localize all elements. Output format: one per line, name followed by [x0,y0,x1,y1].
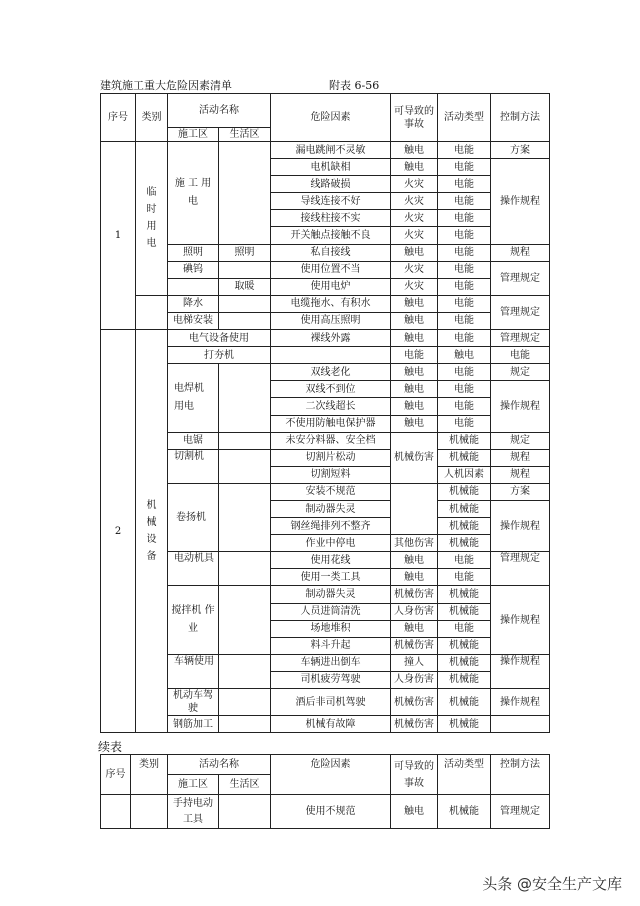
hazard-cell [271,347,391,364]
accident-cell: 机械伤害 [391,637,438,654]
header-hazard: 危险因素 [271,755,391,795]
header-living: 生活区 [219,128,271,142]
seq-2: 2 [101,330,136,733]
control-cell: 操作规程 [491,689,550,716]
header-seq: 序号 [101,94,136,142]
accident-cell: 火灾 [391,261,438,278]
acttype-cell: 机械能 [438,716,491,733]
acttype-cell: 电能 [438,312,491,329]
hazard-cell: 二次线超长 [271,398,391,415]
category-cell [131,795,168,829]
living-cell [219,483,271,551]
seq-cell [101,795,131,829]
table-row [101,654,550,671]
activity-cell: 电气设备使用 [168,330,271,347]
table-row [101,586,550,603]
activity-cell: 电梯安装 [168,312,219,329]
header-activity: 活动名称 [168,755,271,775]
category-machinery: 机械设备 [136,330,168,733]
header-acttype: 活动类型 [438,755,491,795]
accident-cell: 触电 [391,312,438,329]
accident-cell: 人身伤害 [391,671,438,688]
table-row [101,347,550,364]
header-control: 控制方法 [491,94,550,142]
accident-cell: 机械伤害 [391,689,438,716]
table-row [101,716,550,733]
table-row [101,142,550,159]
activity-cell: 打夯机 [168,347,271,364]
control-cell: 管理规定 [491,295,550,329]
header-accident: 可导致的事故 [391,755,438,795]
table-row [101,278,550,295]
acttype-cell: 电能 [438,398,491,415]
hazard-table [100,93,550,733]
hazard-cell: 人员进筒清洗 [271,603,391,620]
hazard-cell: 切割短料 [271,466,391,483]
accident-cell: 触电 [391,244,438,261]
hazard-cell: 双线老化 [271,364,391,381]
header-hazard: 危险因素 [271,94,391,142]
acttype-cell: 电能 [438,620,491,637]
living-cell [219,295,271,312]
activity-cell: 电锯 [168,432,219,449]
hazard-cell: 双线不到位 [271,381,391,398]
hazard-cell: 使用高压照明 [271,312,391,329]
hazard-cell: 切割片松动 [271,449,391,466]
acttype-cell: 电能 [438,227,491,244]
accident-cell: 机械伤害 [391,432,438,483]
living-cell [219,716,271,733]
acttype-cell: 电能 [438,364,491,381]
accident-cell: 人身伤害 [391,603,438,620]
acttype-cell: 机械能 [438,535,491,552]
header-control: 控制方法 [491,755,550,795]
hazard-cell: 裸线外露 [271,330,391,347]
acttype-cell: 电能 [438,142,491,159]
acttype-cell: 触电 [438,347,491,364]
living-cell [219,449,271,483]
hazard-cell: 钢丝绳排列不整齐 [271,518,391,535]
accident-cell: 火灾 [391,278,438,295]
activity-cell: 手持电动工具 [168,795,219,829]
control-cell: 规定 [491,432,550,449]
hazard-cell: 使用不规范 [271,795,391,829]
accident-cell: 触电 [391,381,438,398]
hazard-cell: 安装不规范 [271,483,391,500]
accident-cell: 撞人 [391,654,438,671]
table-row [101,261,550,278]
control-cell: 操作规程 [491,500,550,551]
acttype-cell: 机械能 [438,795,491,829]
acttype-cell: 机械能 [438,603,491,620]
seq-1: 1 [101,142,136,330]
acttype-cell: 机械能 [438,483,491,500]
activity-cell: 钢筋加工 [168,716,219,733]
table-row [101,449,550,466]
table-row [101,552,550,569]
hazard-cell: 使用电炉 [271,278,391,295]
control-cell: 方案 [491,142,550,159]
acttype-cell: 电能 [438,295,491,312]
accident-cell: 触电 [391,398,438,415]
header-cat: 类别 [131,755,168,795]
living-cell [219,689,271,716]
acttype-cell: 人机因素 [438,466,491,483]
continued-label: 续表 [98,740,123,754]
control-cell: 操作规程 [491,586,550,654]
control-cell: 操作规程 [491,381,550,432]
acttype-cell: 机械能 [438,637,491,654]
acttype-cell: 电能 [438,381,491,398]
header-site: 施工区 [168,128,219,142]
activity-cell: 车辆使用 [168,654,219,688]
acttype-cell: 电能 [438,244,491,261]
control-cell: 管理规定 [491,795,550,829]
living-cell [219,586,271,654]
control-cell: 电能 [491,347,550,364]
activity-cell: 照明 [168,244,219,261]
hazard-cell: 车辆进出倒车 [271,654,391,671]
hazard-cell: 线路破损 [271,176,391,193]
accident-cell: 其他伤害 [391,535,438,552]
hazard-cell: 未安分料器、安全档 [271,432,391,449]
hazard-cell: 接线柱接不实 [271,210,391,227]
acttype-cell: 电能 [438,193,491,210]
activity-cell: 降水 [168,295,219,312]
accident-cell: 触电 [391,330,438,347]
acttype-cell: 电能 [438,552,491,569]
table-row [101,295,550,312]
accident-cell: 火灾 [391,176,438,193]
acttype-cell: 电能 [438,261,491,278]
activity-construction-power: 施 工 用 电 [168,142,219,245]
hazard-cell: 料斗升起 [271,637,391,654]
header-row [101,94,550,128]
accident-cell: 触电 [391,142,438,159]
acttype-cell: 电能 [438,159,491,176]
activity-cell: 碘钨 [168,261,219,278]
activity-cell: 卷扬机 [168,483,219,551]
source-watermark: 头条 @安全生产文库 [482,875,622,893]
hazard-cell: 机械有故障 [271,716,391,733]
hazard-cell: 电机缺相 [271,159,391,176]
accident-cell: 触电 [391,295,438,312]
living-cell: 照明 [219,244,271,261]
living-cell [219,552,271,586]
table-row [101,364,550,381]
table-title: 建筑施工重大危险因素清单 [100,79,232,92]
control-cell: 规程 [491,244,550,261]
control-cell: 规定 [491,364,550,381]
category-temporary-power: 临时用电 [136,142,168,296]
hazard-cell: 使用位置不当 [271,261,391,278]
accident-cell: 触电 [391,552,438,569]
hazard-cell: 导线连接不好 [271,193,391,210]
table-row [101,795,550,829]
accident-cell: 机械伤害 [391,716,438,733]
hazard-cell: 电缆拖水、有积水 [271,295,391,312]
hazard-cell: 作业中停电 [271,535,391,552]
control-cell [491,716,550,733]
acttype-cell: 电能 [438,278,491,295]
control-cell: 管理规定 [491,261,550,295]
table-row [101,689,550,716]
hazard-cell: 制动器失灵 [271,586,391,603]
acttype-cell: 电能 [438,569,491,586]
control-cell: 规程 [491,466,550,483]
living-cell [219,654,271,688]
acttype-cell: 机械能 [438,586,491,603]
accident-cell [391,483,438,534]
hazard-cell: 使用花线 [271,552,391,569]
hazard-cell: 开关触点接触不良 [271,227,391,244]
header-acttype: 活动类型 [438,94,491,142]
living-cell [219,432,271,449]
accident-cell: 触电 [391,795,438,829]
hazard-cell: 酒后非司机驾驶 [271,689,391,716]
accident-cell: 触电 [391,620,438,637]
hazard-cell: 漏电跳闸不灵敏 [271,142,391,159]
header-living: 生活区 [219,775,271,795]
acttype-cell: 机械能 [438,518,491,535]
acttype-cell: 电能 [438,330,491,347]
table-row [101,330,550,347]
accident-cell: 火灾 [391,210,438,227]
accident-cell: 触电 [391,569,438,586]
accident-cell: 火灾 [391,227,438,244]
control-cell: 管理规定 [491,552,550,586]
living-cell: 取暖 [219,278,271,295]
activity-cell: 切割机 [168,449,219,483]
hazard-cell: 司机疲劳驾驶 [271,671,391,688]
acttype-cell: 机械能 [438,689,491,716]
control-cell: 操作规程 [491,159,550,244]
hazard-cell: 私自接线 [271,244,391,261]
activity-welder: 电焊机 用电 [168,364,219,432]
living-cell [219,261,271,278]
header-activity: 活动名称 [168,94,271,128]
activity-cell: 机动车驾驶 [168,689,219,716]
table-row [101,432,550,449]
header-cat: 类别 [136,94,168,142]
control-cell: 操作规程 [491,654,550,688]
acttype-cell: 机械能 [438,654,491,671]
acttype-cell: 电能 [438,415,491,432]
accident-cell: 电能 [391,347,438,364]
accident-cell: 机械伤害 [391,586,438,603]
hazard-cell: 使用一类工具 [271,569,391,586]
table-row [101,483,550,500]
acttype-cell: 机械能 [438,671,491,688]
activity-cell [168,278,219,295]
control-cell: 方案 [491,483,550,500]
hazard-cell: 制动器失灵 [271,500,391,517]
continued-table [100,754,550,829]
accident-cell: 火灾 [391,193,438,210]
category-empty [136,295,168,329]
acttype-cell: 机械能 [438,500,491,517]
living-empty [219,142,271,245]
header-accident: 可导致的事故 [391,94,438,142]
table-row [101,312,550,329]
living-cell [219,795,271,829]
accident-cell: 触电 [391,415,438,432]
acttype-cell: 机械能 [438,449,491,466]
table-reference: 附表 6-56 [329,79,380,92]
control-cell: 规程 [491,449,550,466]
header-seq: 序号 [101,755,131,795]
accident-cell: 触电 [391,159,438,176]
table-row [101,244,550,261]
living-cell [219,364,271,432]
hazard-cell: 场地堆积 [271,620,391,637]
header-site: 施工区 [168,775,219,795]
acttype-cell: 电能 [438,176,491,193]
living-cell [219,312,271,329]
activity-cell: 电动机具 [168,552,219,586]
control-cell: 管理规定 [491,330,550,347]
header-row [101,755,550,775]
acttype-cell: 电能 [438,210,491,227]
acttype-cell: 机械能 [438,432,491,449]
hazard-cell: 不使用防触电保护器 [271,415,391,432]
accident-cell: 触电 [391,364,438,381]
activity-cell: 搅拌机 作业 [168,586,219,654]
